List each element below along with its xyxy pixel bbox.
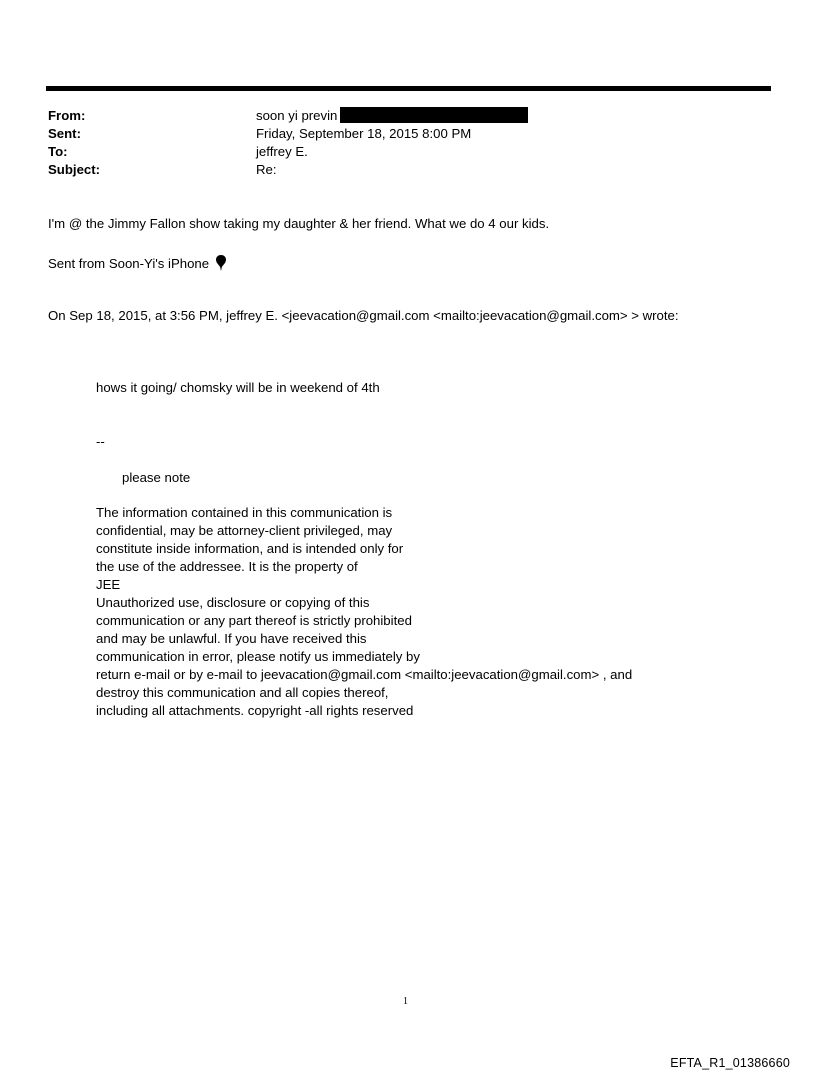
disclaimer-line: destroy this communication and all copies thereof, [96, 685, 389, 700]
signature-line [48, 254, 227, 273]
signature-text: Sent from Soon-Yi's iPhone [48, 256, 210, 271]
email-header [48, 107, 528, 179]
to-value: jeffrey E. [256, 144, 308, 159]
disclaimer-line: The information contained in this communication is [96, 505, 393, 520]
disclaimer-line: including all attachments. copyright -all rights reserved [96, 703, 414, 718]
disclaimer-line: JEE [96, 577, 121, 592]
from-label: From: [48, 108, 86, 123]
pin-icon [215, 254, 227, 272]
quoted-attribution: On Sep 18, 2015, at 3:56 PM, jeffrey E. <jeevacation@gmail.com <mailto:jeevacation@gmail.com> > wrote: [48, 308, 679, 323]
signature-separator: -- [96, 434, 105, 449]
sent-value: Friday, September 18, 2015 8:00 PM [256, 126, 472, 141]
disclaimer-line: communication or any part thereof is strictly prohibited [96, 613, 412, 628]
disclaimer-line: constitute inside information, and is intended only for [96, 541, 404, 556]
disclaimer-line: return e-mail or by e-mail to jeevacation@gmail.com <mailto:jeevacation@gmail.com> , and [96, 667, 633, 682]
to-label: To: [48, 144, 68, 159]
please-note: please note [122, 470, 191, 485]
disclaimer-line: Unauthorized use, disclosure or copying of this [96, 595, 370, 610]
document-id: EFTA_R1_01386660 [670, 1056, 790, 1070]
header-divider [46, 86, 771, 91]
confidentiality-disclaimer [96, 504, 632, 720]
subject-row [48, 161, 528, 179]
sender-name: soon yi previn [256, 108, 338, 123]
message-body: I'm @ the Jimmy Fallon show taking my daughter & her friend. What we do 4 our kids. [48, 216, 550, 231]
subject-label: Subject: [48, 162, 101, 177]
to-row [48, 143, 528, 161]
from-value [256, 107, 528, 125]
page-number: 1 [403, 996, 408, 1007]
disclaimer-line: communication in error, please notify us immediately by [96, 649, 420, 664]
disclaimer-line: the use of the addressee. It is the property of [96, 559, 358, 574]
redaction-box [340, 107, 528, 123]
quoted-body: hows it going/ chomsky will be in weekend of 4th [96, 380, 380, 395]
from-row [48, 107, 528, 125]
disclaimer-line: and may be unlawful. If you have received this [96, 631, 367, 646]
disclaimer-line: confidential, may be attorney-client privileged, may [96, 523, 393, 538]
sent-row [48, 125, 528, 143]
sent-label: Sent: [48, 126, 81, 141]
subject-value: Re: [256, 162, 277, 177]
